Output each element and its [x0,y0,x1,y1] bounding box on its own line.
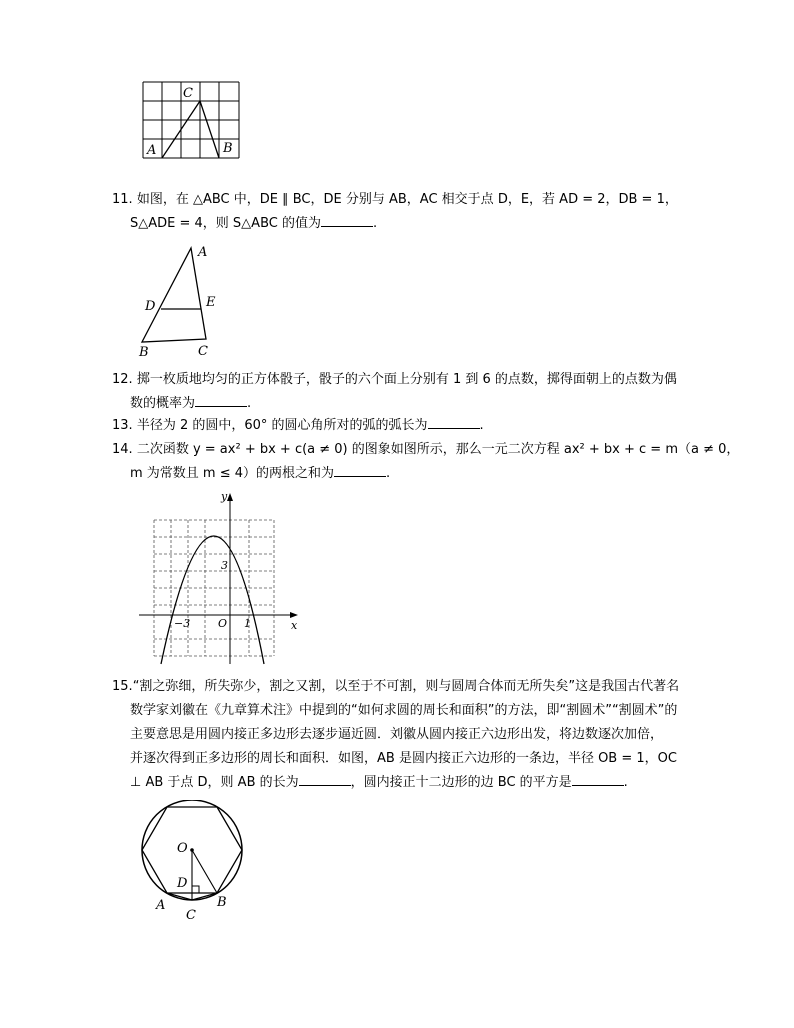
tick-label-1: 1 [244,617,251,630]
question-13 [112,414,712,438]
circle-hexagon-figure [136,800,248,922]
answer-blank[interactable] [428,414,480,429]
point-label-o: O [177,841,188,856]
question-number: 12. [112,372,133,387]
question-12 [112,368,712,416]
question-text: 如图，在 △ABC 中，DE ∥ BC，DE 分别与 AB，AC 相交于点 D，E，若 AD = 2，DB = 1， [136,192,678,207]
question-number: 11. [112,192,133,207]
question-14 [112,438,740,486]
question-text: “割之弥细，所失弥少，割之又割，以至于不可割，则与圆周合体而无所失矣”这是我国古代著名 [132,679,680,694]
point-label-d: D [177,876,188,891]
tick-label-neg3: −3 [174,617,191,630]
punctuation: . [479,418,484,433]
punctuation: . [247,396,252,411]
question-15 [112,675,712,795]
punctuation: . [372,216,378,231]
question-text: 主要意思是用圆内接正多边形去逐步逼近圆．刘徽从圆内接正六边形出发，将边数逐次加倍， [130,727,664,742]
point-label-c: C [198,344,208,359]
answer-blank[interactable] [195,392,247,407]
point-label-e: E [206,295,216,310]
point-label-a: A [198,245,208,260]
point-label-c: C [186,908,196,922]
point-label-b: B [223,141,233,156]
question-number: 14. [112,442,133,457]
triangle-de-parallel-figure [136,240,226,360]
grid-triangle-figure [140,78,242,162]
question-text: ，圆内接正十二边形的边 BC 的平方是 [350,775,572,790]
question-text: 数的概率为 [130,396,196,411]
question-text: 二次函数 y = ax² + bx + c(a ≠ 0) 的图象如图所示，那么一元二次方程 ax² + bx + c = m（a ≠ 0， [136,442,740,457]
answer-blank-bc[interactable] [572,771,624,786]
question-number: 15. [112,679,133,694]
question-text: m 为常数且 m ≤ 4）的两根之和为 [130,466,335,481]
question-11 [112,188,712,236]
point-label-a: A [147,143,157,158]
answer-blank-ab[interactable] [299,771,351,786]
answer-blank[interactable] [321,212,373,227]
question-text: 半径为 2 的圆中，60° 的圆心角所对的弧的弧长为 [136,418,428,433]
point-label-b: B [139,345,149,360]
parabola-graph-figure [134,488,304,666]
punctuation: . [623,775,628,790]
question-text: ⊥ AB 于点 D，则 AB 的长为 [130,775,299,790]
tick-label-3: 3 [221,559,228,572]
question-text: 掷一枚质地均匀的正方体骰子，骰子的六个面上分别有 1 到 6 的点数，掷得面朝上的点数为偶 [136,372,677,387]
axis-label-y: y [221,490,228,503]
point-label-d: D [145,299,156,314]
punctuation: . [386,466,391,481]
point-label-a: A [156,898,166,913]
question-text: 并逐次得到正多边形的周长和面积．如图，AB 是圆内接正六边形的一条边，半径 OB = 1，OC [130,751,677,766]
origin-label: O [218,617,228,630]
answer-blank[interactable] [334,462,386,477]
point-label-c: C [183,86,193,101]
axis-label-x: x [291,619,298,632]
question-text: S△ADE = 4，则 S△ABC 的值为 [130,216,321,231]
question-text: 数学家刘徽在《九章算术注》中提到的“如何求圆的周长和面积”的方法，即“割圆术”“割圆术”的 [130,703,678,718]
point-label-b: B [217,895,227,910]
question-number: 13. [112,418,133,433]
